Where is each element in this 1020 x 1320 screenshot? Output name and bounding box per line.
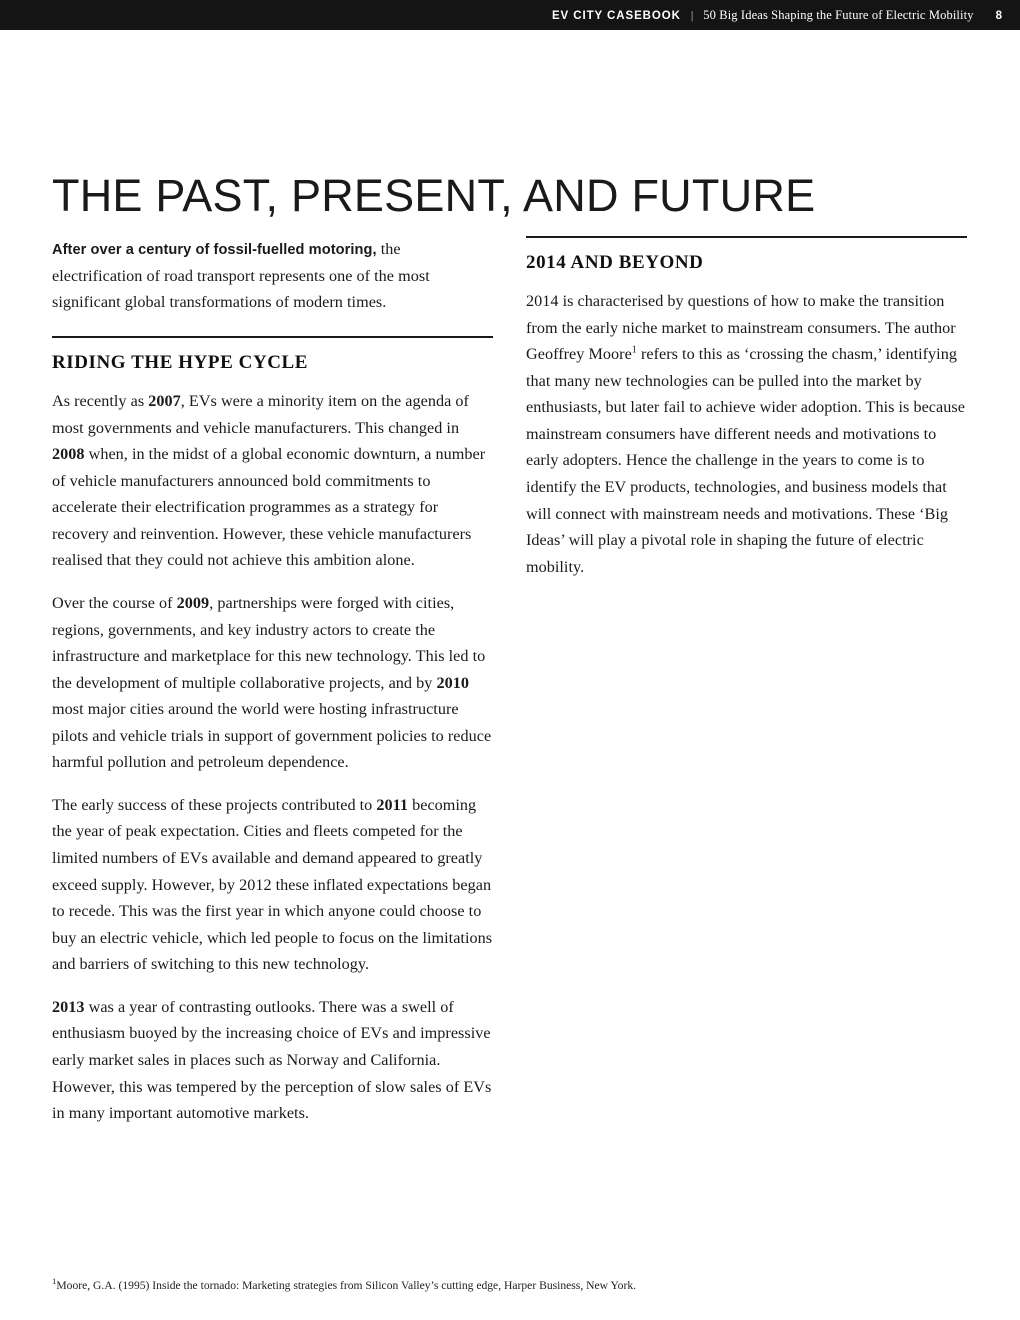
right-column [526, 236, 967, 580]
page-number: 8 [995, 9, 1002, 22]
section-divider-right [526, 236, 967, 238]
intro-lead-bold: After over a century of fossil-fuelled motoring, [52, 242, 377, 258]
paragraph-4: 2013 was a year of contrasting outlooks. There was a swell of enthusiasm buoyed by the increasing choice of EVs and impressive early market sales in places such as Norway and California. However, this was tempered by the perception of slow sales of EVs in many important automotive markets. [52, 997, 492, 1123]
paragraph-1: As recently as 2007, EVs were a minority item on the agenda of most governments and vehicle manufacturers. This changed in 2008 when, in the midst of a global economic downturn, a number of vehicle manufacturers announced bold commitments to accelerate their electrification programmes as a strategy for recovery and reinvention. However, these vehicle manufacturers realised that they could not achieve this ambition alone. [52, 392, 486, 570]
header-content [552, 8, 1020, 23]
page-header-bar [0, 0, 1020, 30]
header-separator: | [690, 7, 694, 22]
section-heading-2014-and-beyond: 2014 AND BEYOND [526, 252, 704, 273]
page-title: THE PAST, PRESENT, AND FUTURE [52, 170, 816, 222]
paragraph-2: Over the course of 2009, partnerships were forged with cities, regions, governments, and key industry actors to create the infrastructure and marketplace for this new technology. This led to the development of multiple collaborative projects, and by 2010 most major cities around the world were hosting infrastructure pilots and vehicle trials in support of government policies to reduce harmful pollution and petroleum dependence. [52, 593, 492, 772]
paragraph-3: The early success of these projects contributed to 2011 becoming the year of peak expectation. Cities and fleets competed for the limited numbers of EVs available and demand appeared to greatly exceed supply. However, by 2012 these inflated expectations began to recede. This was the first year in which anyone could choose to buy an electric vehicle, which led people to focus on the limitations and barriers of switching to this new technology. [52, 795, 493, 974]
paragraph-2014: 2014 is characterised by questions of how to make the transition from the early niche market to mainstream consumers. The author Geoffrey Moore$^1$ refers to this as ‘crossing the chasm,’ identifying that many new technologies can be pulled into the market by enthusiasts, but later fail to achieve wider adoption. This is because mainstream consumers have different needs and motivations to early adopters. Hence the challenge in the years to come is to identify the EV products, technologies, and business models that will connect with mainstream needs and motivations. These ‘Big Ideas’ will play a pivotal role in shaping the future of electric mobility. [526, 292, 965, 576]
header-book-title: EV CITY CASEBOOK [551, 9, 681, 22]
intro-paragraph [52, 236, 493, 316]
footnote [52, 1278, 812, 1294]
section-heading-hype-cycle: RIDING THE HYPE CYCLE [52, 352, 309, 374]
header-subtitle: 50 Big Ideas Shaping the Future of Electric Mobility [703, 7, 974, 22]
intro-block [52, 236, 493, 316]
section-divider-left [52, 336, 493, 338]
left-column [52, 236, 493, 1127]
intro-rest: the electrification of road transport represents one of the most significant global transformations of modern times. [52, 240, 430, 312]
footnote-marker: 1 [52, 1276, 57, 1287]
footnote-text: Moore, G.A. (1995) Inside the tornado: Marketing strategies from Silicon Valley’s cutting edge, Harper Business, New York. [56, 1279, 637, 1292]
